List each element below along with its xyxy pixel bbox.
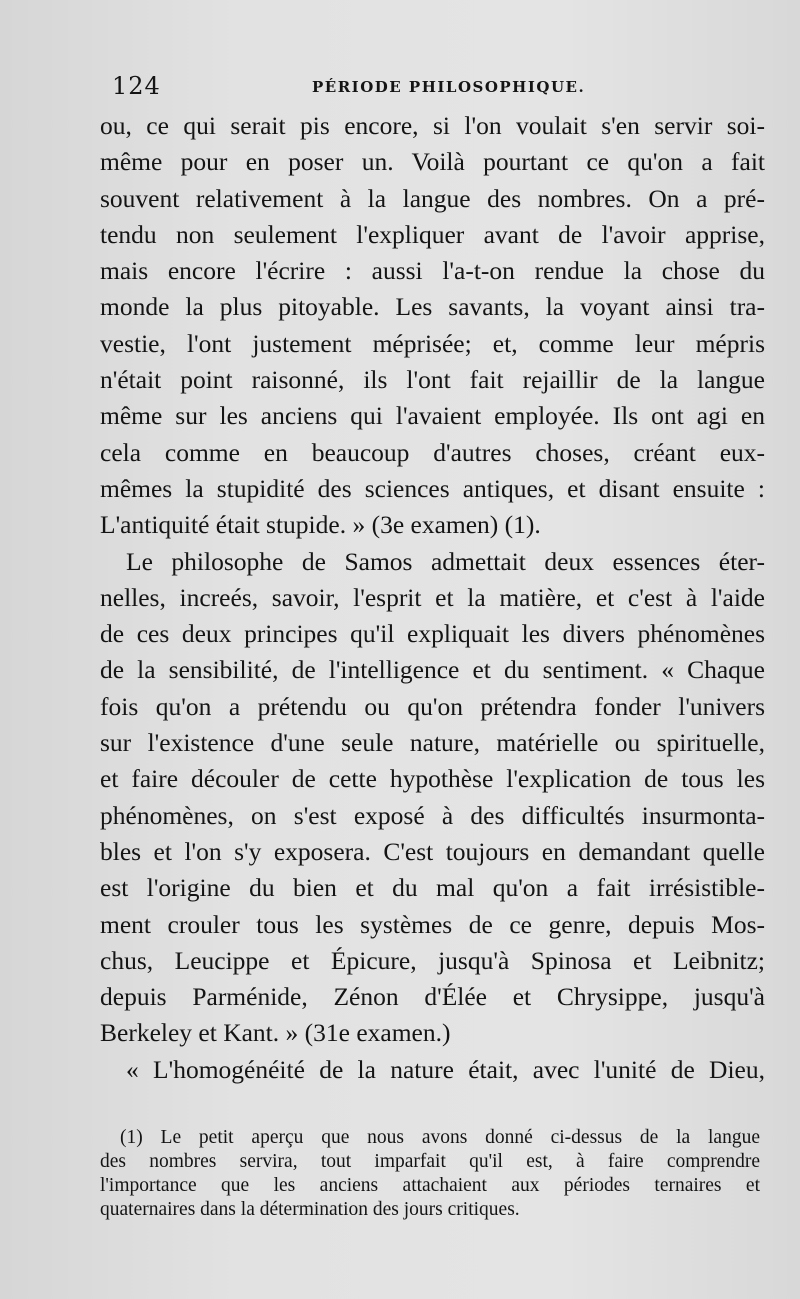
- text-line: est l'origine du bien et du mal qu'on a fait irrésistible-: [100, 873, 765, 903]
- text-line: monde la plus pitoyable. Les savants, la voyant ainsi tra-: [100, 292, 765, 322]
- footnote-line: l'importance que les anciens attachaient aux périodes ternaires et: [100, 1175, 760, 1196]
- text-line: vestie, l'ont justement méprisée; et, comme leur mépris: [100, 328, 765, 358]
- text-line: même pour en poser un. Voilà pourtant ce qu'on a fait: [100, 147, 765, 177]
- body-text: [100, 108, 765, 1088]
- text-line: L'antiquité était stupide. » (3e examen) (1).: [100, 510, 541, 540]
- footnote-line: des nombres servira, tout imparfait qu'il est, à faire comprendre: [100, 1151, 760, 1172]
- text-line: sur l'existence d'une seule nature, matérielle ou spirituelle,: [100, 728, 765, 758]
- text-line: n'était point raisonné, ils l'ont fait rejaillir de la langue: [100, 365, 765, 395]
- text-line: chus, Leucippe et Épicure, jusqu'à Spinosa et Leibnitz;: [100, 945, 765, 975]
- footnote: [100, 1126, 760, 1222]
- text-line: fois qu'on a prétendu ou qu'on prétendra fonder l'univers: [100, 691, 765, 721]
- running-head: PÉRIODE PHILOSOPHIQUE.: [312, 78, 586, 96]
- text-line: souvent relativement à la langue des nombres. On a pré-: [100, 183, 765, 213]
- text-line: Berkeley et Kant. » (31e examen.): [100, 1018, 451, 1048]
- footnote-line: quaternaires dans la détermination des jours critiques.: [100, 1199, 520, 1220]
- text-line: même sur les anciens qui l'avaient employée. Ils ont agi en: [100, 401, 765, 431]
- text-line: mais encore l'écrire : aussi l'a-t-on rendue la chose du: [100, 256, 765, 286]
- paragraph-start-line: Le philosophe de Samos admettait deux essences éter-: [126, 546, 765, 576]
- page-number: 124: [112, 72, 161, 100]
- text-line: mêmes la stupidité des sciences antiques, et disant ensuite :: [100, 473, 765, 503]
- text-line: cela comme en beaucoup d'autres choses, créant eux-: [100, 437, 765, 467]
- text-line: de ces deux principes qu'il expliquait les divers phénomènes: [100, 619, 765, 649]
- text-line: bles et l'on s'y exposera. C'est toujours en demandant quelle: [100, 836, 765, 866]
- text-line: depuis Parménide, Zénon d'Élée et Chrysippe, jusqu'à: [100, 982, 765, 1012]
- text-line: de la sensibilité, de l'intelligence et du sentiment. « Chaque: [100, 655, 765, 685]
- text-line: ou, ce qui serait pis encore, si l'on voulait s'en servir soi-: [100, 111, 765, 140]
- text-line: nelles, increés, savoir, l'esprit et la matière, et c'est à l'aide: [100, 582, 765, 612]
- paragraph-start-line: « L'homogénéité de la nature était, avec l'unité de Dieu,: [126, 1054, 765, 1084]
- text-line: et faire découler de cette hypothèse l'explication de tous les: [100, 764, 765, 794]
- text-line: phénomènes, on s'est exposé à des difficultés insurmonta-: [100, 800, 765, 830]
- text-line: ment crouler tous les systèmes de ce genre, depuis Mos-: [100, 909, 765, 939]
- page-header: [112, 72, 672, 106]
- text-line: tendu non seulement l'expliquer avant de l'avoir apprise,: [100, 219, 765, 249]
- footnote-line: (1) Le petit aperçu que nous avons donné ci-dessus de la langue: [120, 1127, 760, 1148]
